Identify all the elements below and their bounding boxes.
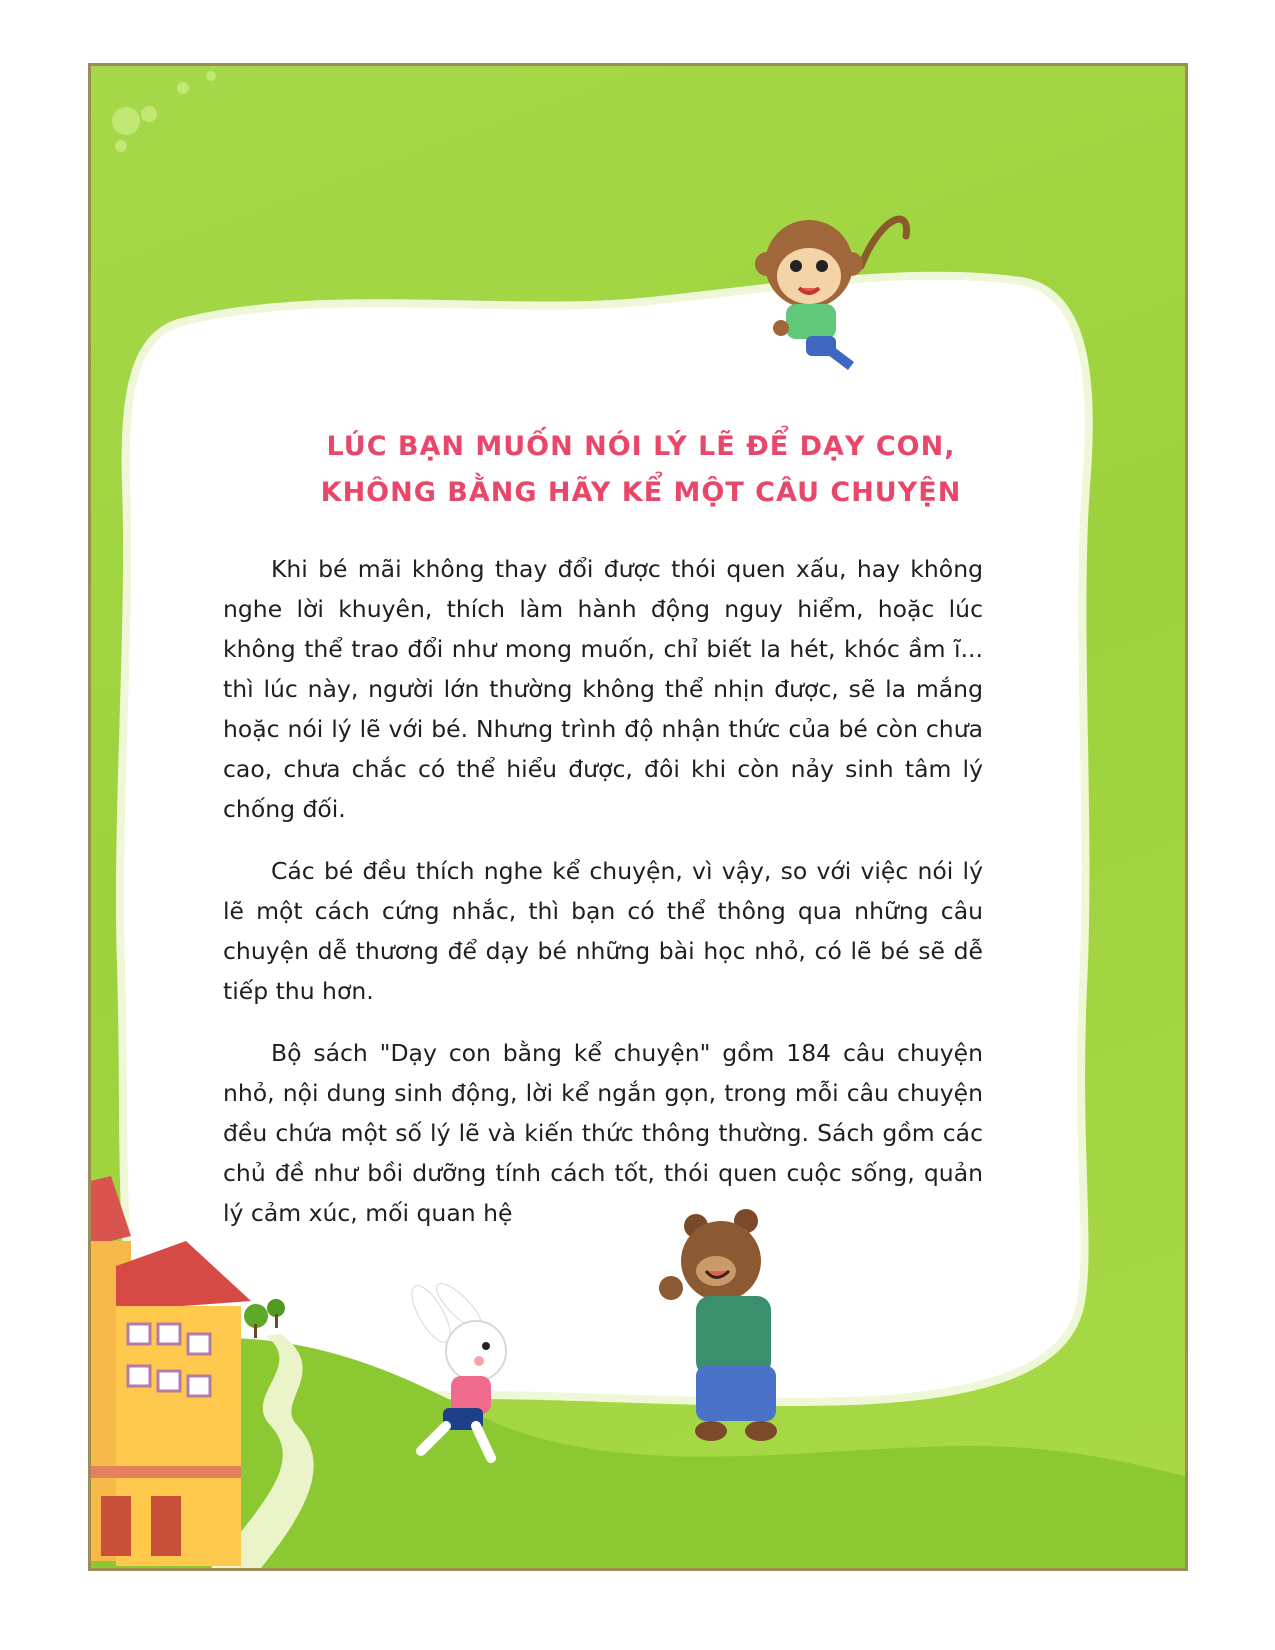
page-title [261,424,1021,516]
decorative-dots [112,71,216,152]
body-text [223,549,983,1255]
paragraph-3: Bộ sách "Dạy con bằng kể chuyện" gồm 184 câu chuyện nhỏ, nội dung sinh động, lời kể ngắn gọn, trong mỗi câu chuyện đều chứa một số lý lẽ và kiến thức thông thường. Sách gồm các chủ đề như bồi dưỡng tính cách tốt, thói quen cuộc sống, quản lý cảm xúc, mối quan hệ [223,1039,983,1227]
paragraph-1: Khi bé mãi không thay đổi được thói quen xấu, hay không nghe lời khuyên, thích làm hành động nguy hiểm, hoặc lúc không thể trao đổi như mong muốn, chỉ biết la hét, khóc ầm ĩ... thì lúc này, người lớn thường không thể nhịn được, sẽ la mắng hoặc nói lý lẽ với bé. Nhưng trình độ nhận thức của bé còn chưa cao, chưa chắc có thể hiểu được, đôi khi còn nảy sinh tâm lý chống đối. [223,555,983,823]
title-line-2: KHÔNG BẰNG HÃY KỂ MỘT CÂU CHUYỆN [320,477,962,508]
title-line-1: LÚC BẠN MUỐN NÓI LÝ LẼ ĐỂ DẠY CON, [326,431,956,462]
paragraph-2: Các bé đều thích nghe kể chuyện, vì vậy, so với việc nói lý lẽ một cách cứng nhắc, thì bạn có thể thông qua những câu chuyện dễ thương để dạy bé những bài học nhỏ, có lẽ bé sẽ dễ tiếp thu hơn. [223,857,983,1005]
book-page [91,66,1185,1568]
